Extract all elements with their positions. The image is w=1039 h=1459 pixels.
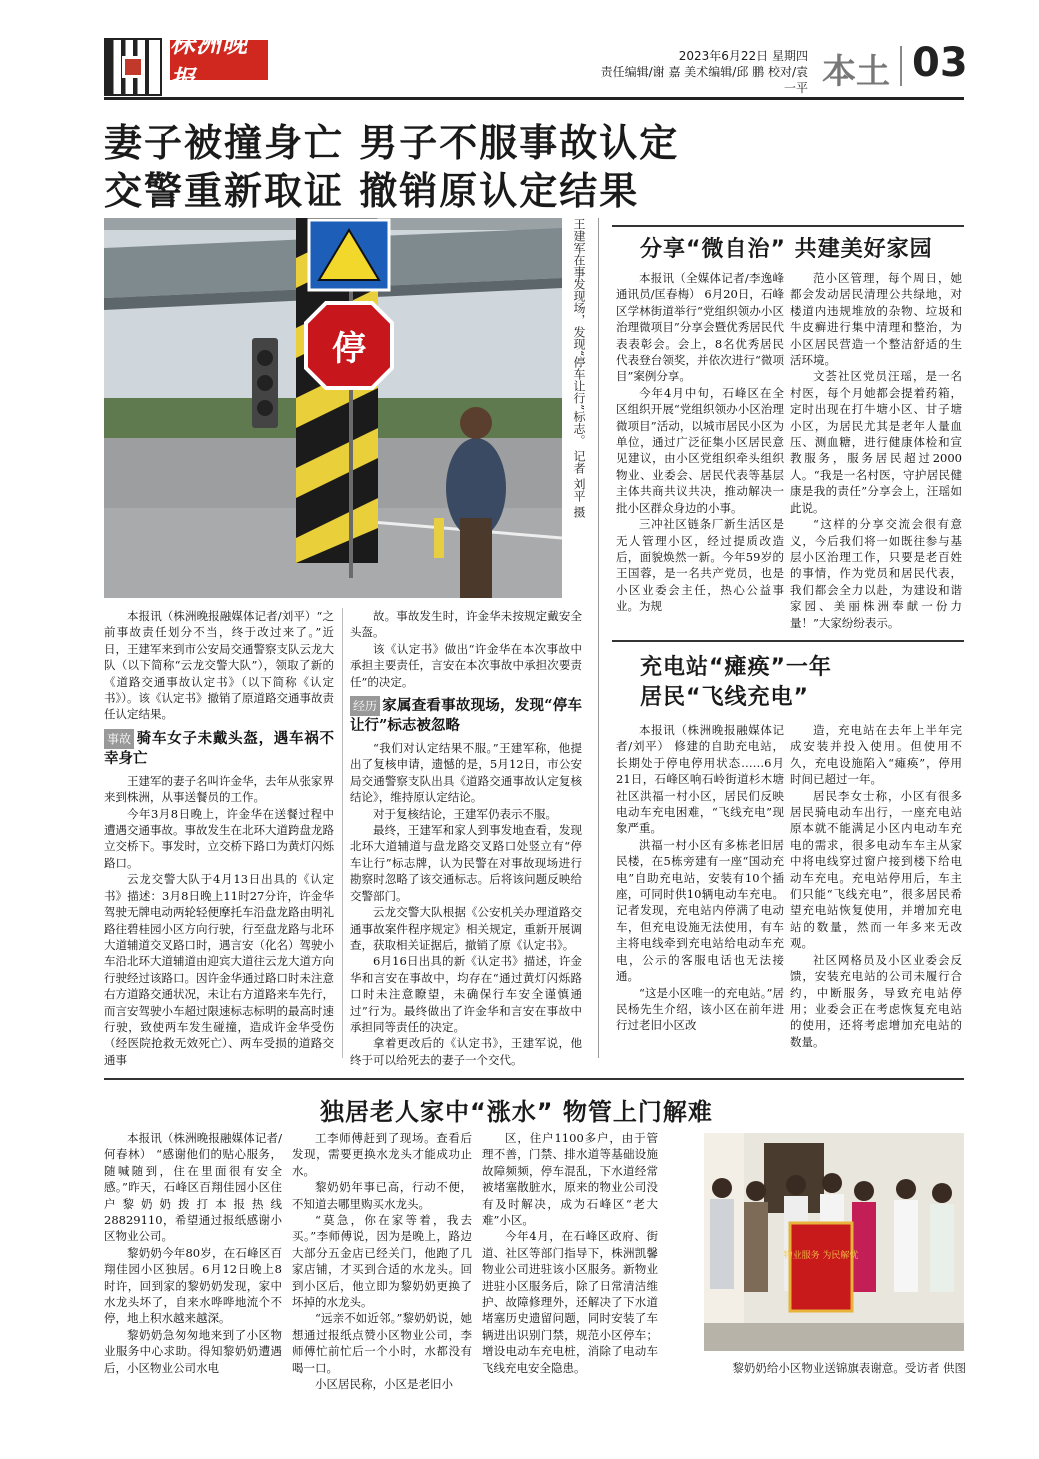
- paragraph: 最终，王建军和家人到事发地查看，发现北环大道辅道与盘龙路交叉路口处竖立有“停车让行”标志牌，认为民警在对事故现场进行勘察时忽略了该交通标志。后将该问题反映给交警部门。: [350, 823, 582, 903]
- paragraph: 三冲社区链条厂新生活区是无人管理小区，经过提质改造后，面貌焕然一新。今年59岁的王国蓉，是一名共产党员，也是小区业委会主任，热心公益事业。为规: [616, 517, 784, 614]
- paragraph: “远亲不如近邻。”黎奶奶说，她想通过报纸点赞小区物业公司，李师傅忙前忙后一个小时，水都没有喝一口。: [292, 1311, 472, 1375]
- charging-col2: [790, 722, 962, 1050]
- paragraph: 该《认定书》做出“许金华在本次事故中承担主要责任，言安在本次事故中承担次要责任”的决定。: [350, 641, 582, 689]
- paragraph: 小区居民称，小区是老旧小: [315, 1377, 453, 1392]
- masthead-logo: 株洲晚报: [170, 40, 268, 80]
- elderly-col3: [482, 1130, 658, 1376]
- subhead-tag: 经历: [350, 696, 380, 716]
- bottom-photo-caption: 黎奶奶给小区物业送锦旗表谢意。受访者 供图: [732, 1361, 966, 1375]
- paragraph: 对于复核结论，王建军仍表示不服。: [373, 806, 557, 821]
- paragraph: 造，充电站在去年上半年完成安装并投入使用。但使用不久，充电设施陷入“瘫痪”，停用时间已超过一年。: [790, 723, 962, 787]
- paragraph: 范小区管理，每个周日，她都会发动居民清理公共绿地，对楼道内违规堆放的杂物、垃圾和牛皮癣进行集中清理和整治，为小区居民营造一个整洁舒适的生活环境。: [790, 271, 962, 368]
- paragraph: “这样的分享交流会很有意义，今后我们将一如既往参与基层小区治理工作，只要是老百姓的事情，作为党员和居民代表，我们都会全力以赴，为建设和谐家园、美丽株洲奉献一份力量！”大家纷纷表示。: [790, 517, 962, 630]
- issue-date: 2023年6月22日 星期四: [678, 49, 808, 63]
- paragraph: 洪福一村小区有多栋老旧居民楼，在5栋旁建有一座“国动充电”自助充电站，安装有10个插座，可同时供10辆电动车充电。记者发现，充电站内停满了电动车，但充电设施无法使用，有车主将电线牵到充电站给电动车充电，公示的客服电话也无法接通。: [616, 837, 784, 984]
- article-title-self-governance: 分享“微自治” 共建美好家园: [640, 237, 933, 262]
- group-illustration: [704, 1133, 964, 1351]
- qr-code: [104, 38, 162, 96]
- main-article-col2: [350, 608, 582, 1068]
- paragraph: 黎奶奶急匆匆地来到了小区物业服务中心求助。得知黎奶奶遭遇后，小区物业公司水电: [104, 1327, 282, 1375]
- banner-text: 物业服务 为民解忧: [783, 1251, 859, 1261]
- paragraph: 本报讯（株洲晚报融媒体记者/刘平） 修建的自助充电站，长期处于停电停用状态……6月21日，石峰区响石岭街道杉木塘社区洪福一村小区，居民们反映电动车充电困难，“飞线充电”现象严重。: [616, 723, 784, 836]
- page-number: 03: [912, 40, 968, 86]
- banner-presentation-photo: [704, 1133, 964, 1351]
- section-divider: [900, 46, 902, 86]
- elderly-col2: [292, 1130, 472, 1393]
- subhead-text: 骑车女子未戴头盔，遇车祸不幸身亡: [104, 729, 334, 767]
- accident-scene-photo: [104, 218, 562, 598]
- article-title-charging-line2: 居民“飞线充电”: [640, 685, 809, 710]
- headline-line2: 交警重新取证 撤销原认定结果: [104, 169, 640, 213]
- elderly-col1: [104, 1130, 282, 1376]
- self-governance-col2: [790, 270, 962, 631]
- paragraph: “我们对认定结果不服。”王建军称，他提出了复核申请，遗憾的是，5月12日，市公安局交通警察支队出具《道路交通事故认定复核结论》，维持原认定结论。: [350, 741, 582, 805]
- subhead-text: 家属查看事故现场，发现“停车让行”标志被忽略: [350, 697, 582, 735]
- paragraph: 黎奶奶今年80岁，在石峰区百翔佳园小区独居。6月12日晚上8时许，回到家的黎奶奶发现，家中水龙头坏了，自来水哗哗地流个不停，地上积水越来越深。: [104, 1245, 282, 1326]
- paragraph: 居民李女士称，小区有很多居民骑电动车出行，一座充电站原本就不能满足小区内电动车充电的需求，很多电动车车主从家中将电线穿过窗户接到楼下给电动车充电。充电站停用后，车主们只能“飞线充电”，很多居民希望充电站恢复使用，并增加充电站的数量，然而一年多来无改观。: [790, 788, 962, 951]
- charging-col1: [616, 722, 784, 1034]
- paragraph: 云龙交警大队根据《公安机关办理道路交通事故案件程序规定》相关规定，重新开展调查，获取相关证据后，撤销了原《认定书》。: [350, 905, 582, 952]
- paragraph: 今年3月8日晚上，许金华在送餐过程中遭遇交通事故。事故发生在北环大道跨盘龙路立交桥下。事发时，立交桥下路口为黄灯闪烁路口。: [104, 806, 334, 870]
- paragraph: 王建军的妻子名叫许金华，去年从张家界来到株洲，从事送餐员的工作。: [104, 773, 334, 805]
- paragraph: 本报讯（株洲晚报融媒体记者/刘平）“之前事故责任划分不当，终于改过来了。”近日，王建军来到市公安局交通警察支队云龙大队（以下简称“云龙交警大队”），领取了新的《道路交通事故认定书》（以下简称《认定书》）。该《认定书》撤销了原道路交通事故责任认定结果。: [104, 609, 334, 722]
- paragraph: 今年4月，在石峰区政府、街道、社区等部门指导下，株洲凯馨物业公司进驻该小区服务。新物业进驻小区服务后，除了日常清洁维护、故障修理外，还解决了下水道堵塞历史遗留问题，同时安装了车辆进出识别门禁，规范小区停车；增设电动车充电桩，消除了电动车飞线充电安全隐患。: [482, 1229, 658, 1375]
- column-rule: [342, 608, 343, 1058]
- stop-sign-text: 停: [332, 329, 366, 369]
- paragraph: 本报讯（株洲晚报融媒体记者/何春林） “感谢他们的贴心服务，随喊随到，住在里面很有安全感。”昨天，石峰区百翔佳园小区住户黎奶奶拨打本报热线28829110，希望通过报纸感谢小区物业公司。: [104, 1131, 282, 1244]
- headline-line1: 妻子被撞身亡 男子不服事故认定: [104, 121, 680, 165]
- paragraph: 拿着更改后的《认定书》，王建军说，他终于可以给死去的妻子一个交代。: [350, 1036, 582, 1067]
- header-rule: [104, 97, 964, 100]
- paragraph: 文荟社区党员汪瑶，是一名村医，每个月她都会提着药箱，定时出现在打牛塘小区、甘子塘小区，为居民尤其是老年人量血压、测血糖，进行健康体检和宣教服务，服务居民超过2000人。“我是一名村医，守护居民健康是我的责任”分享会上，汪瑶如此说。: [790, 369, 962, 515]
- paragraph: 社区网格员及小区业委会反馈，安装充电站的公司未履行合约，中断服务，导致充电站停用；业委会正在考虑恢复充电站的使用，还将考虑增加充电站的数量。: [790, 952, 962, 1049]
- self-governance-col1: [616, 270, 784, 615]
- paragraph: 今年4月中旬，石峰区在全区组织开展“党组织领办小区治理微项目”活动，以城市居民小区为单位，通过广泛征集小区居民意见建议，由小区党组织牵头组织物业、业委会、居民代表等基层主体共商共议共决，推动解决一批小区群众身边的小事。: [616, 385, 784, 515]
- paragraph: “这是小区唯一的充电站。”居民杨先生介绍，该小区在前年进行过老旧小区改: [616, 985, 784, 1033]
- scene-illustration: [104, 218, 562, 598]
- paragraph: 本报讯（全媒体记者/李逸峰 通讯员/匡春梅） 6月20日，石峰区学林街道举行“党组织领办小区治理微项目”分享会暨优秀居民代表表彰会。会上，8名优秀居民代表登台领奖，并依次进行“微项目”案例分享。: [616, 271, 784, 384]
- article-rule: [612, 640, 964, 642]
- main-article-col1: [104, 608, 334, 1068]
- paragraph: 云龙交警大队于4月13日出具的《认定书》描述：3月8日晚上11时27分许，许金华驾驶无牌电动两轮轻便摩托车沿盘龙路由明礼路往碧桂园小区方向行驶，行至盘龙路与北环大道辅道交叉路口时，遇言安（化名）驾驶小车沿北环大道辅道由迎宾大道往云龙大道方向行驶经过该路口。因许金华通过路口时未注意右方道路交通状况，未让右方道路来车先行，而言安驾驶小车超过限速标志标明的最高时速行驶，致使两车发生碰撞，造成许金华受伤（经医院抢救无效死亡）、两车受损的道路交通事: [104, 872, 334, 1067]
- date-info: [600, 48, 808, 96]
- paragraph: “莫急，你在家等着，我去买。”李师傅说，因为是晚上，路边大部分五金店已经关门，他跑了几家店铺，才买到合适的水龙头。回到小区后，他立即为黎奶奶更换了坏掉的水龙头。: [292, 1213, 472, 1310]
- paragraph: 工李师傅赶到了现场。查看后发现，需要更换水龙头才能成功止水。: [292, 1131, 472, 1178]
- subhead-experience: [350, 696, 582, 736]
- editor-credits: 责任编辑/谢 嘉 美术编辑/邱 鹏 校对/袁一平: [600, 65, 808, 95]
- paragraph: 区，住户1100多户，由于管理不善，门禁、排水道等基础设施故障频频，停车混乱，下水道经常被堵塞散脏水，原来的物业公司没有及时解决，成为石峰区“老大难”小区。: [482, 1131, 658, 1228]
- section-rule: [598, 218, 599, 1058]
- section-name: 本土: [822, 52, 890, 92]
- photo-caption: 王建军在事发现场，发现“停车让行”标志。 记者 刘平 摄: [572, 218, 586, 518]
- paragraph: 黎奶奶年事已高，行动不便，不知道去哪里购买水龙头。: [292, 1180, 472, 1211]
- bottom-article-rule: [104, 1078, 964, 1080]
- paragraph: 故。事故发生时，许金华未按规定戴安全头盔。: [350, 609, 582, 640]
- article-title-charging-line1: 充电站“瘫痪”一年: [640, 655, 832, 680]
- article-rule: [612, 225, 964, 227]
- subhead-accident: [104, 729, 334, 769]
- subhead-tag: 事故: [104, 729, 134, 749]
- article-title-elderly: 独居老人家中“涨水” 物管上门解难: [320, 1098, 713, 1126]
- paragraph: 6月16日出具的新《认定书》描述，许金华和言安在事故中，均存在“通过黄灯闪烁路口时未注意瞭望，未确保行车安全谨慎通过”行为。最终做出了许金华和言安在事故中承担同等责任的决定。: [350, 954, 582, 1034]
